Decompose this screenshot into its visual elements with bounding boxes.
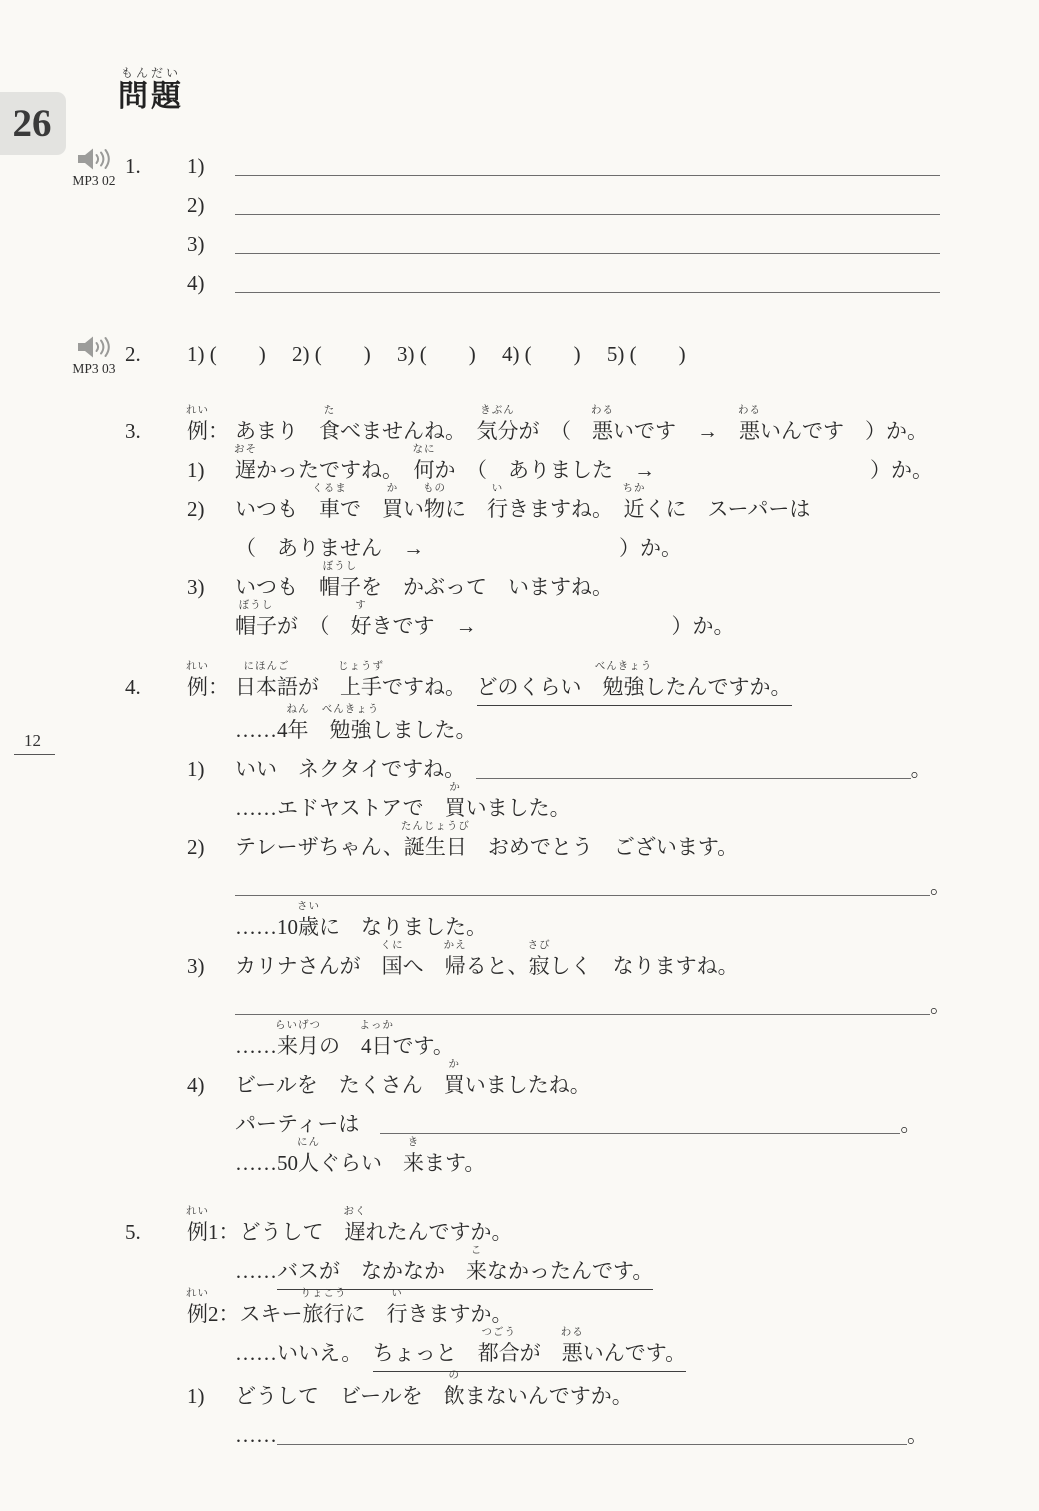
text-line [235, 872, 1039, 901]
text-line [235, 661, 1039, 706]
text-with-furigana: おく 遅 [343, 1206, 367, 1244]
text-line [235, 940, 1039, 981]
text-segment: に [344, 1302, 387, 1326]
text-with-furigana: なに 何 [412, 444, 436, 482]
text-segment: おめでとう ございます。 [466, 835, 739, 859]
text-with-furigana: ねん 年 [286, 704, 310, 742]
text-line [235, 1110, 1039, 1139]
furigana: わる [738, 405, 761, 416]
exercise-number: 1. [125, 154, 141, 178]
text-row [125, 230, 1039, 259]
text-with-furigana: い 行 [487, 483, 508, 521]
text-row [125, 1327, 1039, 1372]
furigana: ぼうし [238, 600, 274, 611]
exercise-number: 4. [125, 675, 141, 699]
text-with-furigana: の 飲 [443, 1370, 465, 1408]
text-segment: が [520, 1339, 562, 1372]
text-row [125, 340, 1039, 369]
item-label [187, 573, 235, 602]
text-segment: が （ [277, 614, 351, 638]
text-segment: を かぶって いますね。 [361, 575, 613, 599]
text-segment: きです → [371, 614, 477, 638]
text-segment: 1) [187, 757, 205, 781]
text-segment: ですね。 [382, 675, 477, 699]
lesson-number-badge: 26 [0, 92, 66, 155]
text-segment: 1) ( ) 2) ( ) 3) ( ) 4) ( ) 5) ( ) [187, 342, 686, 366]
answer-blank-line [235, 877, 930, 896]
item-label [187, 755, 235, 784]
text-segment: 3) [187, 232, 205, 256]
text-with-furigana: わる 悪 [591, 405, 614, 443]
furigana: たんじょうび [400, 821, 470, 832]
text-row [125, 1245, 1039, 1290]
text-row [125, 782, 1039, 823]
text-segment: スキー [239, 1302, 303, 1326]
text-segment: いました。 [465, 796, 571, 820]
answer-blank-line [277, 1426, 907, 1445]
item-label [187, 191, 235, 220]
text-with-furigana: さび 寂 [527, 940, 551, 978]
furigana: わる [560, 1327, 584, 1338]
text-line [235, 561, 1039, 602]
text-segment: い [403, 497, 424, 521]
exercise-number: 3. [125, 419, 141, 443]
text-segment: いんです ）か。 [760, 419, 928, 443]
text-row [125, 561, 1039, 602]
text-segment: 。 [910, 757, 932, 781]
text-segment: で [340, 497, 382, 521]
text-row [125, 1370, 1039, 1411]
text-segment: か （ ありました → [434, 458, 655, 482]
speaker-icon [76, 146, 112, 172]
text-segment: 2) [187, 497, 205, 521]
text-segment: 4) [187, 1073, 205, 1097]
furigana: れい [186, 405, 209, 416]
text-segment: ： [208, 675, 229, 699]
audio-track-label: MP3 02 [72, 173, 116, 188]
text-row [125, 534, 1039, 563]
furigana: す [355, 600, 367, 611]
text-segment: かったですね。 [256, 458, 414, 482]
text-segment: が （ [518, 419, 592, 443]
text-line [187, 340, 1039, 369]
text-segment: したんですか。 [645, 673, 792, 706]
furigana: い [391, 1288, 403, 1299]
text-segment: ）か。 [671, 614, 735, 638]
text-segment: ぐらい [319, 1151, 403, 1175]
text-segment: …… [235, 1259, 277, 1283]
text-segment: ： [208, 419, 229, 443]
speaker-icon [76, 334, 112, 360]
furigana: きぶん [480, 405, 515, 416]
text-with-furigana: こ 来 [466, 1257, 487, 1290]
text-segment: 2) [187, 835, 205, 859]
text-row [125, 704, 1039, 745]
text-segment: です。 [392, 1034, 454, 1058]
text-line [235, 269, 1039, 298]
text-row [125, 661, 1039, 706]
text-segment: （ ありません → [235, 536, 424, 560]
text-with-furigana: らいげつ 来月 [275, 1020, 321, 1058]
text-with-furigana: さい 歳 [297, 901, 320, 939]
item-label [186, 1206, 240, 1247]
text-segment: いい ネクタイですね。 [235, 757, 476, 781]
text-segment: 2： [208, 1302, 240, 1326]
text-row [125, 901, 1039, 942]
side-page-number: 12 [14, 731, 55, 755]
text-row [125, 1020, 1039, 1061]
item-label [186, 405, 235, 446]
text-with-furigana: もの 物 [423, 483, 446, 521]
text-segment: どうして [239, 1220, 345, 1244]
text-row [125, 152, 1039, 181]
text-line [235, 782, 1039, 823]
furigana: なに [412, 444, 436, 455]
text-line [235, 534, 1039, 563]
text-row [125, 1206, 1039, 1247]
text-line [235, 755, 1039, 784]
text-segment: ……エドヤストアで [235, 796, 445, 820]
text-row [125, 991, 1039, 1020]
text-line [235, 821, 1039, 862]
text-with-furigana: じょうず 上手 [338, 661, 384, 699]
text-with-furigana: くるま 車 [312, 483, 347, 521]
furigana: わる [591, 405, 614, 416]
text-line [239, 1288, 1039, 1329]
text-segment: いつも [235, 575, 319, 599]
text-row [125, 405, 1039, 446]
exercise-4 [125, 661, 1039, 1178]
audio-marker [65, 146, 123, 189]
furigana: ぼうし [322, 561, 358, 572]
item-label [187, 456, 235, 485]
item-label [187, 230, 235, 259]
furigana: じょうず [338, 661, 384, 672]
furigana: れい [186, 1288, 209, 1299]
text-segment: しました。 [371, 718, 477, 742]
furigana: た [323, 405, 336, 416]
text-segment: 1： [208, 1220, 240, 1244]
text-row [125, 755, 1039, 784]
text-line [235, 704, 1039, 745]
text-with-furigana: い 行 [386, 1288, 408, 1326]
text-with-furigana: ぼうし 帽子 [235, 600, 277, 638]
text-line [235, 1327, 1039, 1372]
text-segment: の [319, 1034, 361, 1058]
text-line [235, 600, 1039, 641]
text-segment: いです → [613, 419, 739, 443]
text-with-furigana: か 買 [444, 782, 466, 820]
text-row [125, 940, 1039, 981]
furigana: らいげつ [275, 1020, 321, 1031]
text-segment: しく なりますね。 [549, 954, 739, 978]
text-line [235, 483, 1039, 524]
text-line [235, 152, 1039, 181]
furigana: べんきょう [594, 661, 653, 672]
text-segment: 3) [187, 954, 205, 978]
text-segment: どうして ビールを [235, 1384, 444, 1408]
text-line [235, 1020, 1039, 1061]
furigana: くるま [312, 483, 347, 494]
furigana: にん [297, 1137, 320, 1148]
answer-blank-line [235, 157, 940, 176]
text-line [235, 1370, 1039, 1411]
text-line [235, 1137, 1039, 1178]
exercise-list [0, 152, 1039, 1462]
text-segment: ）か。 [870, 458, 933, 482]
text-segment: ちょっと [373, 1339, 478, 1372]
item-label [187, 833, 235, 862]
item-label [187, 269, 235, 298]
page-title-furigana: もんだい [121, 66, 182, 80]
text-segment: バスが なかなか [277, 1257, 466, 1290]
text-line [235, 230, 1039, 259]
blank-space [655, 476, 870, 477]
text-segment: べませんね。 [340, 419, 477, 443]
text-segment: …… [235, 1423, 277, 1447]
furigana: ねん [286, 704, 310, 715]
furigana: ちか [622, 483, 646, 494]
text-segment: が [298, 675, 340, 699]
text-with-furigana: ちか 近 [622, 483, 646, 521]
furigana: れい [186, 1206, 209, 1217]
text-row [125, 444, 1039, 485]
item-label [186, 661, 235, 702]
text-segment: ビールを たくさん [235, 1073, 444, 1097]
text-line [235, 1059, 1039, 1100]
text-segment: まないんですか。 [464, 1384, 633, 1408]
text-segment: 3) [187, 575, 205, 599]
text-segment: ……50 [235, 1151, 298, 1175]
text-segment: 2) [187, 193, 205, 217]
text-segment: 4) [187, 271, 205, 295]
text-with-furigana: たんじょうび 誕生日 [400, 821, 470, 859]
text-with-furigana: か 買 [382, 483, 403, 521]
furigana: べんきょう [321, 704, 380, 715]
text-line [235, 1421, 1039, 1450]
furigana: れい [186, 661, 209, 672]
furigana: にほんご [243, 661, 290, 672]
answer-blank-line [380, 1115, 900, 1134]
furigana: りょこう [300, 1288, 347, 1299]
text-segment: 。 [907, 1423, 928, 1447]
text-segment: なかったんです。 [487, 1257, 653, 1290]
furigana: さい [297, 901, 320, 912]
furigana: もの [423, 483, 446, 494]
text-with-furigana: よっか 4日 [359, 1020, 394, 1058]
text-line [235, 901, 1039, 942]
text-with-furigana: れい 例 [186, 405, 209, 443]
text-segment: きますか。 [407, 1302, 513, 1326]
text-segment: カリナさんが [235, 954, 382, 978]
text-segment: ……10 [235, 915, 298, 939]
text-segment: ると、 [465, 954, 529, 978]
text-segment: ……いいえ。 [235, 1341, 373, 1365]
text-segment: …… [235, 1034, 277, 1058]
exercise-5 [125, 1206, 1039, 1450]
item-label [187, 495, 235, 524]
text-segment: 。 [900, 1112, 922, 1136]
text-with-furigana: べんきょう 勉強 [321, 704, 380, 742]
blank-space [424, 554, 619, 555]
text-with-furigana: つごう 都合 [478, 1339, 520, 1372]
furigana: おく [343, 1206, 367, 1217]
text-with-furigana: おそ 遅 [234, 444, 257, 482]
text-with-furigana: べんきょう 勉強 [603, 673, 645, 706]
exercise-number: 2. [125, 342, 141, 366]
text-with-furigana: か 買 [443, 1059, 465, 1097]
text-segment: いましたね。 [464, 1073, 591, 1097]
furigana: か [386, 483, 399, 494]
text-row [125, 1110, 1039, 1139]
furigana: こ [470, 1245, 483, 1256]
text-segment: 1) [187, 1384, 205, 1408]
text-line [235, 1245, 1039, 1290]
furigana: よっか [359, 1020, 394, 1031]
furigana: か [448, 1059, 460, 1070]
text-segment: どのくらい [477, 673, 603, 706]
answer-blank-line [476, 760, 911, 779]
text-segment: ます。 [424, 1151, 486, 1175]
furigana: の [448, 1370, 460, 1381]
text-segment: いつも [235, 497, 319, 521]
text-segment: あまり [235, 419, 319, 443]
item-label [187, 1071, 235, 1100]
text-with-furigana: ぼうし 帽子 [319, 561, 361, 599]
text-segment: に なりました。 [319, 915, 487, 939]
furigana: くに [380, 940, 404, 951]
item-label [187, 152, 235, 181]
text-with-furigana: わる 悪 [738, 405, 761, 443]
text-segment [309, 716, 330, 745]
text-segment: きますね。 [508, 497, 624, 521]
audio-marker [65, 334, 123, 377]
text-line [234, 444, 1039, 485]
exercise-1 [72, 152, 1039, 298]
audio-track-label: MP3 03 [72, 361, 116, 376]
text-row [125, 1137, 1039, 1178]
text-with-furigana: き 来 [403, 1137, 424, 1175]
text-with-furigana: れい 例 [186, 1206, 209, 1244]
text-segment: 。 [930, 993, 951, 1017]
text-segment: ）か。 [619, 536, 682, 560]
furigana: か [449, 782, 461, 793]
text-line [235, 191, 1039, 220]
text-segment: に [445, 497, 487, 521]
answer-blank-line [235, 235, 940, 254]
furigana: おそ [234, 444, 257, 455]
blank-space [477, 632, 672, 633]
answer-blank-line [235, 274, 940, 293]
text-with-furigana: きぶん 気分 [476, 405, 519, 443]
text-with-furigana: かえ 帰 [443, 940, 467, 978]
text-segment: へ [402, 954, 445, 978]
text-row [125, 1059, 1039, 1100]
exercise-number: 5. [125, 1220, 141, 1244]
text-segment: 1) [187, 154, 205, 178]
furigana: さび [527, 940, 551, 951]
text-with-furigana: れい 例 [186, 1288, 209, 1326]
answer-blank-line [235, 996, 930, 1015]
page-title-text: 問題 [118, 80, 184, 113]
text-row [125, 1421, 1039, 1450]
furigana: つごう [481, 1327, 517, 1338]
text-segment: ……4 [235, 718, 288, 742]
item-label [186, 1288, 240, 1329]
text-row [125, 1288, 1039, 1329]
answer-blank-line [235, 196, 940, 215]
furigana: かえ [443, 940, 467, 951]
text-segment: くに スーパーは [644, 497, 811, 521]
text-with-furigana: くに 国 [380, 940, 404, 978]
furigana: い [491, 483, 504, 494]
text-with-furigana: にほんご 日本語 [235, 661, 298, 699]
text-line [235, 991, 1039, 1020]
page-title [118, 64, 184, 113]
text-line [239, 1206, 1039, 1247]
exercise-2 [72, 340, 1039, 376]
text-row [125, 872, 1039, 901]
text-segment: テレーザちゃん、 [235, 835, 404, 859]
text-with-furigana: わる 悪 [562, 1339, 583, 1372]
text-segment: 。 [930, 874, 951, 898]
text-with-furigana: た 食 [319, 405, 340, 443]
text-segment: 1) [187, 458, 205, 482]
text-row [125, 600, 1039, 641]
text-row [125, 483, 1039, 524]
text-with-furigana: にん 人 [297, 1137, 320, 1175]
text-row [125, 191, 1039, 220]
text-row [125, 821, 1039, 862]
text-row [125, 269, 1039, 298]
exercise-3 [125, 405, 1039, 641]
furigana: き [407, 1137, 420, 1148]
text-with-furigana: りょこう 旅行 [300, 1288, 347, 1326]
text-segment: パーティーは [235, 1112, 381, 1136]
text-with-furigana: れい 例 [186, 661, 209, 699]
item-label [187, 952, 235, 981]
text-line [235, 405, 1039, 446]
text-segment: れたんですか。 [365, 1220, 513, 1244]
text-with-furigana: す 好 [350, 600, 372, 638]
text-segment: いんです。 [583, 1339, 686, 1372]
item-label [187, 1382, 235, 1411]
